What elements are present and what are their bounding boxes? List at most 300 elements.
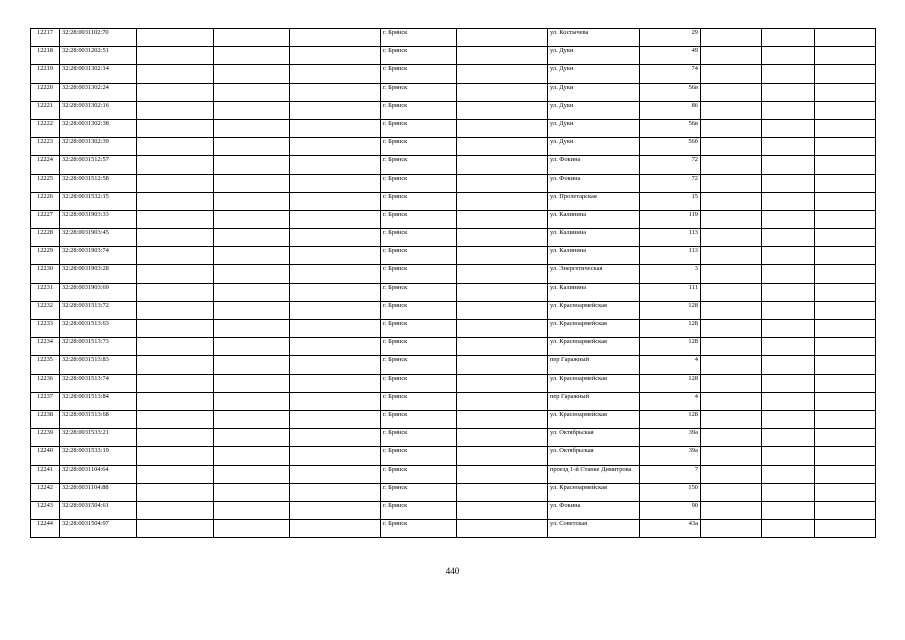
empty-cell (290, 338, 381, 356)
table-row (31, 138, 876, 156)
empty-cell (137, 174, 214, 192)
city-cell: г. Брянск (381, 83, 457, 101)
house-number: 150 (640, 483, 701, 501)
empty-cell (701, 410, 762, 428)
empty-cell (290, 210, 381, 228)
empty-cell (815, 119, 876, 137)
empty-cell (457, 447, 548, 465)
empty-cell (290, 65, 381, 83)
empty-cell (815, 156, 876, 174)
empty-cell (701, 301, 762, 319)
cadastral-number: 32:28:0031302:24 (60, 83, 137, 101)
table-row (31, 501, 876, 519)
empty-cell (457, 210, 548, 228)
city-cell: г. Брянск (381, 501, 457, 519)
empty-cell (214, 283, 290, 301)
table-row (31, 174, 876, 192)
empty-cell (701, 119, 762, 137)
street-cell: ул. Костычева (548, 29, 640, 47)
empty-cell (290, 283, 381, 301)
empty-cell (214, 429, 290, 447)
empty-cell (762, 392, 815, 410)
empty-cell (137, 283, 214, 301)
empty-cell (214, 520, 290, 538)
empty-cell (762, 101, 815, 119)
table-row (31, 247, 876, 265)
empty-cell (137, 210, 214, 228)
empty-cell (290, 483, 381, 501)
empty-cell (701, 156, 762, 174)
empty-cell (815, 356, 876, 374)
city-cell: г. Брянск (381, 229, 457, 247)
empty-cell (214, 483, 290, 501)
empty-cell (290, 229, 381, 247)
empty-cell (815, 65, 876, 83)
empty-cell (457, 83, 548, 101)
city-cell: г. Брянск (381, 192, 457, 210)
city-cell: г. Брянск (381, 283, 457, 301)
empty-cell (457, 483, 548, 501)
city-cell: г. Брянск (381, 447, 457, 465)
house-number: 56б (640, 138, 701, 156)
empty-cell (701, 283, 762, 301)
empty-cell (701, 229, 762, 247)
cadastral-number: 32:28:0031513:63 (60, 320, 137, 338)
cadastral-number: 32:28:0031102:70 (60, 29, 137, 47)
city-cell: г. Брянск (381, 356, 457, 374)
empty-cell (815, 520, 876, 538)
empty-cell (137, 520, 214, 538)
cadastral-number: 32:28:0031104:64 (60, 465, 137, 483)
empty-cell (762, 156, 815, 174)
empty-cell (701, 101, 762, 119)
empty-cell (762, 374, 815, 392)
empty-cell (815, 265, 876, 283)
empty-cell (762, 501, 815, 519)
cadastral-number: 32:28:0031903:33 (60, 210, 137, 228)
row-number: 12233 (31, 320, 60, 338)
empty-cell (137, 320, 214, 338)
street-cell: ул. Октябрьская (548, 429, 640, 447)
empty-cell (762, 138, 815, 156)
empty-cell (701, 192, 762, 210)
empty-cell (815, 301, 876, 319)
registry-body (31, 29, 876, 538)
table-row (31, 47, 876, 65)
street-cell: ул. Советская (548, 520, 640, 538)
cadastral-number: 32:28:0031532:15 (60, 192, 137, 210)
empty-cell (815, 320, 876, 338)
empty-cell (137, 301, 214, 319)
empty-cell (214, 119, 290, 137)
empty-cell (290, 83, 381, 101)
empty-cell (137, 501, 214, 519)
row-number: 12223 (31, 138, 60, 156)
empty-cell (137, 483, 214, 501)
empty-cell (457, 156, 548, 174)
table-row (31, 338, 876, 356)
empty-cell (815, 410, 876, 428)
street-cell: ул. Дуки (548, 83, 640, 101)
table-row (31, 374, 876, 392)
empty-cell (762, 447, 815, 465)
cadastral-number: 32:28:0031533:19 (60, 447, 137, 465)
empty-cell (290, 356, 381, 374)
row-number: 12222 (31, 119, 60, 137)
cadastral-number: 32:28:0031512:57 (60, 156, 137, 174)
empty-cell (815, 29, 876, 47)
empty-cell (762, 465, 815, 483)
street-cell: ул. Октябрьская (548, 447, 640, 465)
empty-cell (137, 65, 214, 83)
house-number: 3 (640, 265, 701, 283)
cadastral-number: 32:28:0031513:72 (60, 301, 137, 319)
city-cell: г. Брянск (381, 301, 457, 319)
row-number: 12230 (31, 265, 60, 283)
house-number: 74 (640, 65, 701, 83)
empty-cell (457, 174, 548, 192)
cadastral-number: 32:28:0031903:74 (60, 247, 137, 265)
city-cell: г. Брянск (381, 392, 457, 410)
row-number: 12241 (31, 465, 60, 483)
empty-cell (137, 119, 214, 137)
empty-cell (701, 338, 762, 356)
empty-cell (701, 210, 762, 228)
empty-cell (815, 47, 876, 65)
row-number: 12232 (31, 301, 60, 319)
empty-cell (762, 301, 815, 319)
empty-cell (457, 47, 548, 65)
empty-cell (815, 101, 876, 119)
table-row (31, 483, 876, 501)
empty-cell (137, 447, 214, 465)
empty-cell (457, 356, 548, 374)
city-cell: г. Брянск (381, 47, 457, 65)
empty-cell (762, 429, 815, 447)
empty-cell (137, 229, 214, 247)
row-number: 12220 (31, 83, 60, 101)
empty-cell (815, 465, 876, 483)
street-cell: ул. Дуки (548, 101, 640, 119)
cadastral-number: 32:28:0031302:38 (60, 119, 137, 137)
empty-cell (701, 429, 762, 447)
empty-cell (701, 447, 762, 465)
empty-cell (214, 138, 290, 156)
empty-cell (137, 465, 214, 483)
empty-cell (214, 338, 290, 356)
empty-cell (457, 465, 548, 483)
empty-cell (701, 83, 762, 101)
house-number: 56в (640, 119, 701, 137)
empty-cell (762, 356, 815, 374)
empty-cell (762, 229, 815, 247)
empty-cell (457, 283, 548, 301)
cadastral-number: 32:28:0031903:28 (60, 265, 137, 283)
cadastral-number: 32:28:0031533:21 (60, 429, 137, 447)
city-cell: г. Брянск (381, 338, 457, 356)
house-number: 39а (640, 447, 701, 465)
empty-cell (290, 320, 381, 338)
empty-cell (137, 101, 214, 119)
cadastral-number: 32:28:0031302:39 (60, 138, 137, 156)
empty-cell (137, 338, 214, 356)
table-row (31, 301, 876, 319)
street-cell: ул. Красноармейская (548, 320, 640, 338)
empty-cell (815, 501, 876, 519)
empty-cell (457, 192, 548, 210)
empty-cell (815, 283, 876, 301)
empty-cell (701, 65, 762, 83)
empty-cell (137, 392, 214, 410)
street-cell: ул. Калинина (548, 229, 640, 247)
house-number: 4 (640, 356, 701, 374)
street-cell: ул. Фокина (548, 156, 640, 174)
empty-cell (290, 392, 381, 410)
empty-cell (457, 65, 548, 83)
street-cell: ул. Дуки (548, 119, 640, 137)
empty-cell (815, 83, 876, 101)
city-cell: г. Брянск (381, 247, 457, 265)
row-number: 12224 (31, 156, 60, 174)
empty-cell (290, 247, 381, 265)
empty-cell (290, 501, 381, 519)
table-row (31, 65, 876, 83)
empty-cell (762, 338, 815, 356)
empty-cell (290, 138, 381, 156)
empty-cell (457, 101, 548, 119)
row-number: 12235 (31, 356, 60, 374)
row-number: 12242 (31, 483, 60, 501)
empty-cell (701, 465, 762, 483)
empty-cell (457, 229, 548, 247)
empty-cell (762, 65, 815, 83)
house-number: 128 (640, 374, 701, 392)
empty-cell (762, 247, 815, 265)
empty-cell (815, 374, 876, 392)
empty-cell (762, 192, 815, 210)
empty-cell (701, 247, 762, 265)
empty-cell (815, 447, 876, 465)
house-number: 49 (640, 47, 701, 65)
street-cell: пер Гаражный (548, 392, 640, 410)
empty-cell (137, 29, 214, 47)
empty-cell (762, 210, 815, 228)
empty-cell (290, 29, 381, 47)
row-number: 12225 (31, 174, 60, 192)
empty-cell (214, 210, 290, 228)
page-number: 440 (445, 566, 460, 576)
empty-cell (290, 465, 381, 483)
empty-cell (214, 83, 290, 101)
street-cell: ул. Дуки (548, 47, 640, 65)
city-cell: г. Брянск (381, 119, 457, 137)
house-number: 39а (640, 429, 701, 447)
empty-cell (457, 29, 548, 47)
street-cell: проезд 1-й Станке Димитрова (548, 465, 640, 483)
house-number: 43а (640, 520, 701, 538)
row-number: 12227 (31, 210, 60, 228)
empty-cell (457, 392, 548, 410)
city-cell: г. Брянск (381, 174, 457, 192)
city-cell: г. Брянск (381, 65, 457, 83)
row-number: 12228 (31, 229, 60, 247)
empty-cell (137, 265, 214, 283)
empty-cell (457, 410, 548, 428)
city-cell: г. Брянск (381, 29, 457, 47)
empty-cell (762, 47, 815, 65)
city-cell: г. Брянск (381, 101, 457, 119)
empty-cell (214, 447, 290, 465)
city-cell: г. Брянск (381, 156, 457, 174)
table-row (31, 192, 876, 210)
table-row (31, 156, 876, 174)
house-number: 4 (640, 392, 701, 410)
row-number: 12226 (31, 192, 60, 210)
cadastral-number: 32:28:0031513:68 (60, 410, 137, 428)
empty-cell (214, 229, 290, 247)
table-row (31, 229, 876, 247)
empty-cell (457, 338, 548, 356)
empty-cell (762, 83, 815, 101)
empty-cell (214, 174, 290, 192)
street-cell: пер Гаражный (548, 356, 640, 374)
empty-cell (290, 520, 381, 538)
cadastral-number: 32:28:0031513:74 (60, 374, 137, 392)
empty-cell (701, 320, 762, 338)
empty-cell (290, 174, 381, 192)
house-number: 128 (640, 320, 701, 338)
city-cell: г. Брянск (381, 429, 457, 447)
house-number: 128 (640, 338, 701, 356)
empty-cell (214, 465, 290, 483)
empty-cell (457, 520, 548, 538)
empty-cell (457, 265, 548, 283)
empty-cell (701, 483, 762, 501)
empty-cell (214, 392, 290, 410)
cadastral-number: 32:28:0031202:51 (60, 47, 137, 65)
row-number: 12244 (31, 520, 60, 538)
table-row (31, 265, 876, 283)
cadastral-number: 32:28:0031903:69 (60, 283, 137, 301)
house-number: 111 (640, 283, 701, 301)
empty-cell (290, 447, 381, 465)
empty-cell (214, 301, 290, 319)
row-number: 12239 (31, 429, 60, 447)
row-number: 12217 (31, 29, 60, 47)
table-row (31, 119, 876, 137)
street-cell: ул. Красноармейская (548, 301, 640, 319)
table-row (31, 83, 876, 101)
house-number: 128 (640, 301, 701, 319)
empty-cell (214, 247, 290, 265)
house-number: 119 (640, 210, 701, 228)
empty-cell (290, 265, 381, 283)
empty-cell (214, 156, 290, 174)
row-number: 12218 (31, 47, 60, 65)
empty-cell (762, 174, 815, 192)
city-cell: г. Брянск (381, 265, 457, 283)
house-number: 86 (640, 101, 701, 119)
street-cell: ул. Красноармейская (548, 338, 640, 356)
empty-cell (290, 101, 381, 119)
street-cell: ул. Фокина (548, 174, 640, 192)
cadastral-number: 32:28:0031513:83 (60, 356, 137, 374)
house-number: 15 (640, 192, 701, 210)
empty-cell (137, 156, 214, 174)
empty-cell (457, 429, 548, 447)
empty-cell (701, 520, 762, 538)
empty-cell (762, 265, 815, 283)
row-number: 12229 (31, 247, 60, 265)
registry-table (30, 28, 876, 538)
empty-cell (137, 247, 214, 265)
street-cell: ул. Фокина (548, 501, 640, 519)
empty-cell (701, 501, 762, 519)
empty-cell (290, 301, 381, 319)
empty-cell (290, 429, 381, 447)
city-cell: г. Брянск (381, 138, 457, 156)
empty-cell (815, 429, 876, 447)
empty-cell (214, 265, 290, 283)
empty-cell (214, 374, 290, 392)
empty-cell (290, 119, 381, 137)
empty-cell (214, 29, 290, 47)
table-row (31, 29, 876, 47)
city-cell: г. Брянск (381, 483, 457, 501)
empty-cell (762, 119, 815, 137)
empty-cell (701, 174, 762, 192)
house-number: 113 (640, 229, 701, 247)
cadastral-number: 32:28:0031512:58 (60, 174, 137, 192)
empty-cell (137, 138, 214, 156)
empty-cell (137, 192, 214, 210)
table-row (31, 447, 876, 465)
table-row (31, 520, 876, 538)
empty-cell (762, 320, 815, 338)
empty-cell (815, 210, 876, 228)
empty-cell (290, 192, 381, 210)
empty-cell (457, 119, 548, 137)
empty-cell (815, 392, 876, 410)
empty-cell (137, 374, 214, 392)
empty-cell (762, 410, 815, 428)
empty-cell (457, 301, 548, 319)
empty-cell (214, 410, 290, 428)
row-number: 12236 (31, 374, 60, 392)
street-cell: ул. Красноармейская (548, 483, 640, 501)
city-cell: г. Брянск (381, 465, 457, 483)
empty-cell (290, 156, 381, 174)
row-number: 12231 (31, 283, 60, 301)
empty-cell (214, 320, 290, 338)
city-cell: г. Брянск (381, 210, 457, 228)
table-row (31, 356, 876, 374)
empty-cell (762, 29, 815, 47)
empty-cell (214, 101, 290, 119)
empty-cell (701, 265, 762, 283)
empty-cell (762, 483, 815, 501)
street-cell: ул. Пролетарская (548, 192, 640, 210)
street-cell: ул. Калинина (548, 283, 640, 301)
empty-cell (815, 247, 876, 265)
empty-cell (137, 410, 214, 428)
cadastral-number: 32:28:0031513:84 (60, 392, 137, 410)
house-number: 90 (640, 501, 701, 519)
empty-cell (457, 247, 548, 265)
table-row (31, 320, 876, 338)
empty-cell (457, 320, 548, 338)
empty-cell (815, 229, 876, 247)
